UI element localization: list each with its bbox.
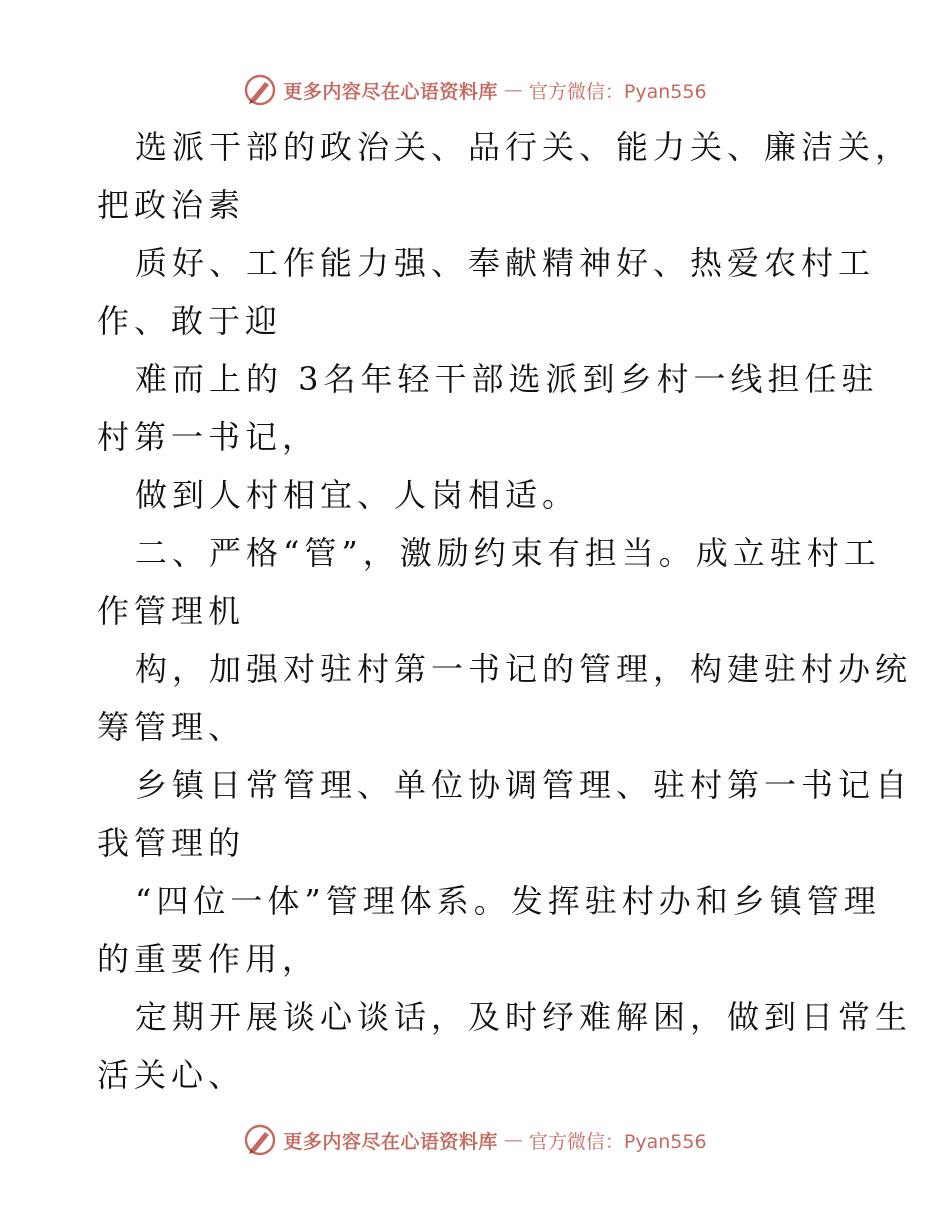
body-line: “四位一体”管理体系。发挥驻村办和乡镇管理 — [135, 882, 881, 920]
watermark-separator: — — [503, 1129, 523, 1151]
body-line: 乡镇日常管理、单位协调管理、驻村第一书记自 — [135, 766, 913, 804]
body-line: 村第一书记， — [97, 418, 320, 456]
header-watermark — [0, 70, 950, 110]
footer-watermark — [0, 1120, 950, 1160]
body-line: 我管理的 — [97, 824, 246, 862]
watermark-brand: 更多内容尽在心语资料库 — [283, 80, 498, 103]
body-line: 的重要作用， — [97, 940, 320, 978]
body-line: 作管理机 — [97, 592, 246, 630]
body-line: 做到人村相宜、人岗相适。 — [135, 476, 580, 514]
body-line: 把政治素 — [97, 186, 246, 224]
pen-logo-icon — [243, 73, 277, 107]
body-line: 二、严格“管”，激励约束有担当。成立驻村工 — [135, 534, 881, 572]
body-line: 作、敢于迎 — [97, 302, 283, 340]
body-line: 质好、工作能力强、奉献精神好、热爱农村工 — [135, 244, 876, 282]
body-line: 构，加强对驻村第一书记的管理，构建驻村办统 — [135, 650, 913, 688]
watermark-brand: 更多内容尽在心语资料库 — [283, 1130, 498, 1153]
watermark-contact: 官方微信：Pyan556 — [528, 80, 707, 103]
watermark-separator: — — [503, 79, 523, 101]
body-line: 定期开展谈心谈话，及时纾难解困，做到日常生 — [135, 998, 913, 1036]
watermark-contact: 官方微信：Pyan556 — [528, 1130, 707, 1153]
body-line: 难而上的 3名年轻干部选派到乡村一线担任驻 — [135, 360, 879, 398]
body-line: 筹管理、 — [97, 708, 246, 746]
pen-logo-icon — [243, 1123, 277, 1157]
body-line: 活关心、 — [97, 1056, 246, 1094]
body-line: 选派干部的政治关、品行关、能力关、廉洁关， — [135, 128, 913, 166]
